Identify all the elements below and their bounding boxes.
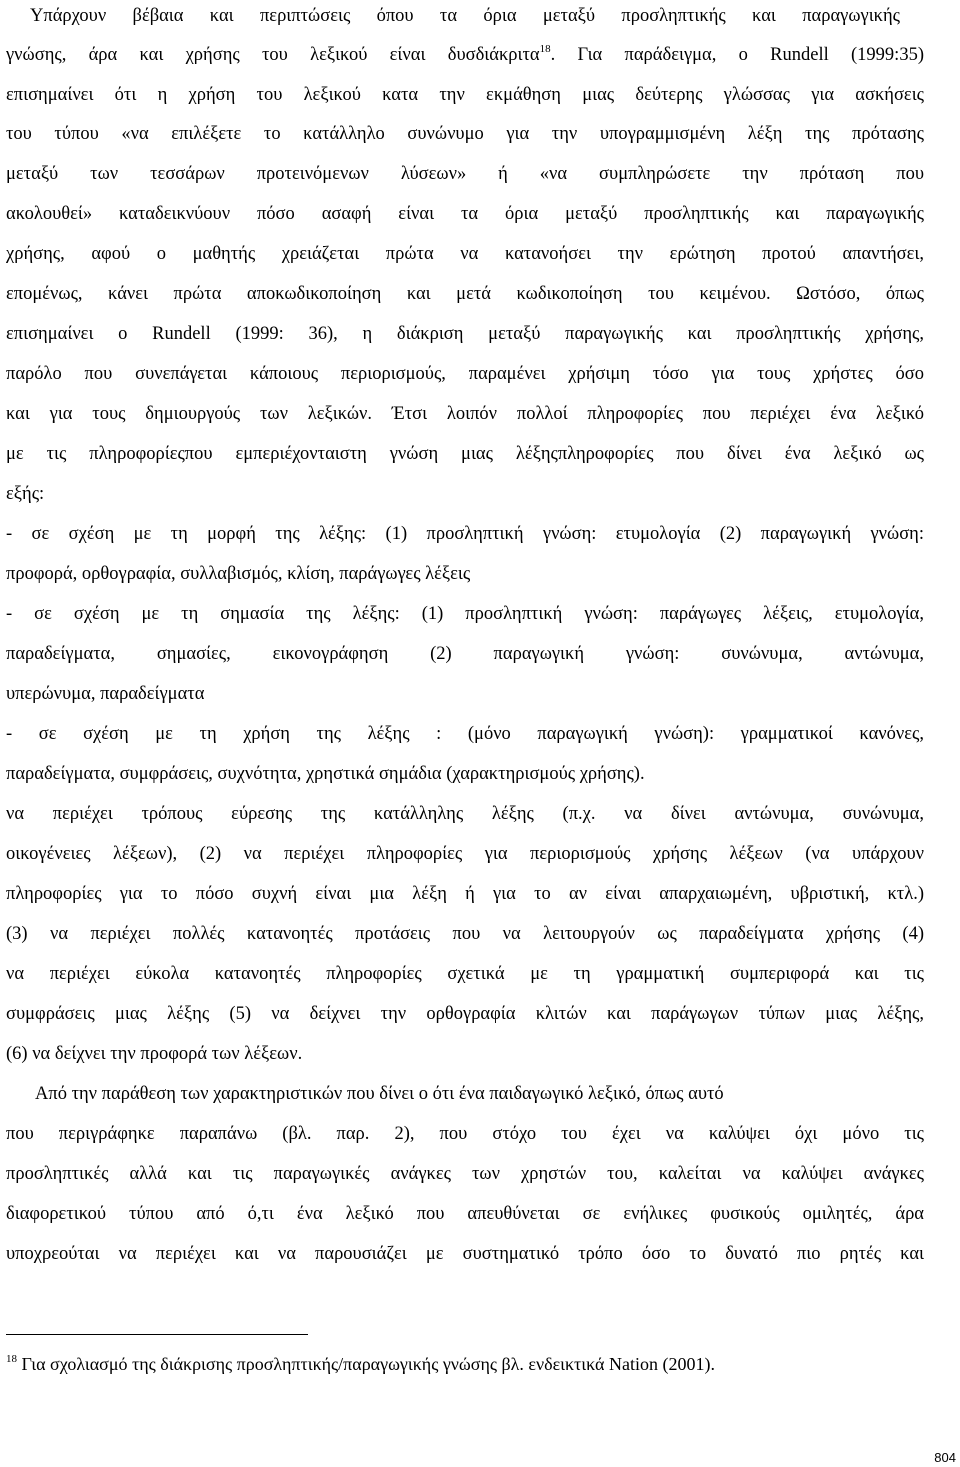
text-line: πληροφορίες για το πόσο συχνή είναι μια λέξη ή για το αν είναι απαρχαιωμένη, υβριστική, κτλ.) (6, 884, 924, 904)
text-line: (6) να δείχνει την προφορά των λέξεων. (6, 1044, 303, 1064)
text-line: να περιέχει τρόπους εύρεσης της κατάλληλης λέξης (π.χ. να δίνει αντώνυμα, συνώνυμα, (6, 804, 924, 824)
text-line: οικογένειες λέξεων), (2) να περιέχει πληροφορίες για περιορισμούς χρήσης λέξεων (να υπάρχουν (6, 844, 924, 864)
text-line: Από την παράθεση των χαρακτηριστικών που δίνει ο ότι ένα παιδαγωγικό λεξικό, όπως αυτό (35, 1084, 724, 1104)
text-line: (3) να περιέχει πολλές κατανοητές προτάσεις που να λειτουργούν ως παραδείγματα χρήσης (4) (6, 924, 924, 944)
footnote (6, 1352, 924, 1376)
text-line: μεταξύ των τεσσάρων προτεινόμενων λύσεων» ή «να συμπληρώσετε την πρόταση που (6, 164, 924, 184)
text-line: και για τους δημιουργούς των λεξικών. Έτσι λοιπόν πολλοί πληροφορίες που περιέχει ένα λεξικό (6, 404, 924, 424)
text-line: - σε σχέση με τη σημασία της λέξης: (1) προσληπτική γνώση: παράγωγες λέξεις, ετυμολογία, (6, 604, 924, 624)
text-line: υποχρεούται να περιέχει και να παρουσιάζει με συστηματικό τρόπο όσο το δυνατό πιο ρητές και (6, 1244, 924, 1264)
footnote-reference: 18 (539, 43, 551, 55)
text-line: διαφορετικού τύπου από ό,τι ένα λεξικό που απευθύνεται σε ενήλικες φυσικούς ομιλητές, άρα (6, 1204, 924, 1224)
text-line: επισημαίνει ότι η χρήση του λεξικού κατα την εκμάθηση μιας δεύτερης γλώσσας για ασκήσεις (6, 85, 924, 105)
footnote-text: Για σχολιασμό της διάκρισης προσληπτικής/παραγωγικής γνώσης βλ. ενδεικτικά Nation (2001). (21, 1354, 715, 1374)
text-line: Υπάρχουν βέβαια και περιπτώσεις όπου τα όρια μεταξύ προσληπτικής και παραγωγικής (30, 6, 900, 26)
text-line: προφορά, ορθογραφία, συλλαβισμός, κλίση, παράγωγες λέξεις (6, 564, 471, 584)
text-segment: . Για παράδειγμα, ο Rundell (1999:35) (550, 45, 924, 65)
text-line: επομένως, κάνει πρώτα αποκωδικοποίηση και μετά κωδικοποίηση του κειμένου. Ωστόσο, όπως (6, 284, 924, 304)
footnote-marker: 18 (6, 1353, 17, 1365)
text-line: επισημαίνει ο Rundell (1999: 36), η διάκριση μεταξύ παραγωγικής και προσληπτικής χρήσης, (6, 324, 924, 344)
text-line: παραδείγματα, συμφράσεις, συχνότητα, χρηστικά σημάδια (χαρακτηρισμούς χρήσης). (6, 764, 645, 784)
text-line: προσληπτικές αλλά και τις παραγωγικές ανάγκες των χρηστών του, καλείται να καλύψει ανάγκες (6, 1164, 924, 1184)
text-line: παραδείγματα, σημασίες, εικονογράφηση (2) παραγωγική γνώση: συνώνυμα, αντώνυμα, (6, 644, 924, 664)
text-line: υπερώνυμα, παραδείγματα (6, 684, 205, 704)
text-line: να περιέχει εύκολα κατανοητές πληροφορίες σχετικά με τη γραμματική συμπεριφορά και τις (6, 964, 924, 984)
text-line: ακολουθεί» καταδεικνύουν πόσο ασαφή είναι τα όρια μεταξύ προσληπτικής και παραγωγικής (6, 204, 924, 224)
text-line: παρόλο που συνεπάγεται κάποιους περιορισμούς, παραμένει χρήσιμη τόσο για τους χρήστες όσο (6, 364, 924, 384)
page-number: 804 (934, 1450, 956, 1465)
text-line: εξής: (6, 484, 45, 504)
text-line: με τις πληροφορίεςπου εμπεριέχονταιστη γνώση μιας λέξηςπληροφορίες που δίνει ένα λεξικό ως (6, 444, 924, 464)
text-line: του τύπου «να επιλέξετε το κατάλληλο συνώνυμο για την υπογραμμισμένη λέξη της πρότασης (6, 124, 924, 144)
text-segment: γνώσης, άρα και χρήσης του λεξικού είναι δυσδιάκριτα (6, 45, 540, 65)
text-line: - σε σχέση με τη χρήση της λέξης : (μόνο παραγωγική γνώση): γραμματικοί κανόνες, (6, 724, 924, 744)
text-line: - σε σχέση με τη μορφή της λέξης: (1) προσληπτική γνώση: ετυμολογία (2) παραγωγική γνώση: (6, 524, 924, 544)
text-line-with-footnote (6, 43, 924, 67)
footnote-divider (6, 1334, 308, 1335)
text-line: συμφράσεις μιας λέξης (5) να δείχνει την ορθογραφία κλιτών και παράγωγων τύπων μιας λέξης, (6, 1004, 924, 1024)
text-line: χρήσης, αφού ο μαθητής χρειάζεται πρώτα να κατανοήσει την ερώτηση προτού απαντήσει, (6, 244, 924, 264)
text-line: που περιγράφηκε παραπάνω (βλ. παρ. 2), που στόχο του έχει να καλύψει όχι μόνο τις (6, 1124, 924, 1144)
